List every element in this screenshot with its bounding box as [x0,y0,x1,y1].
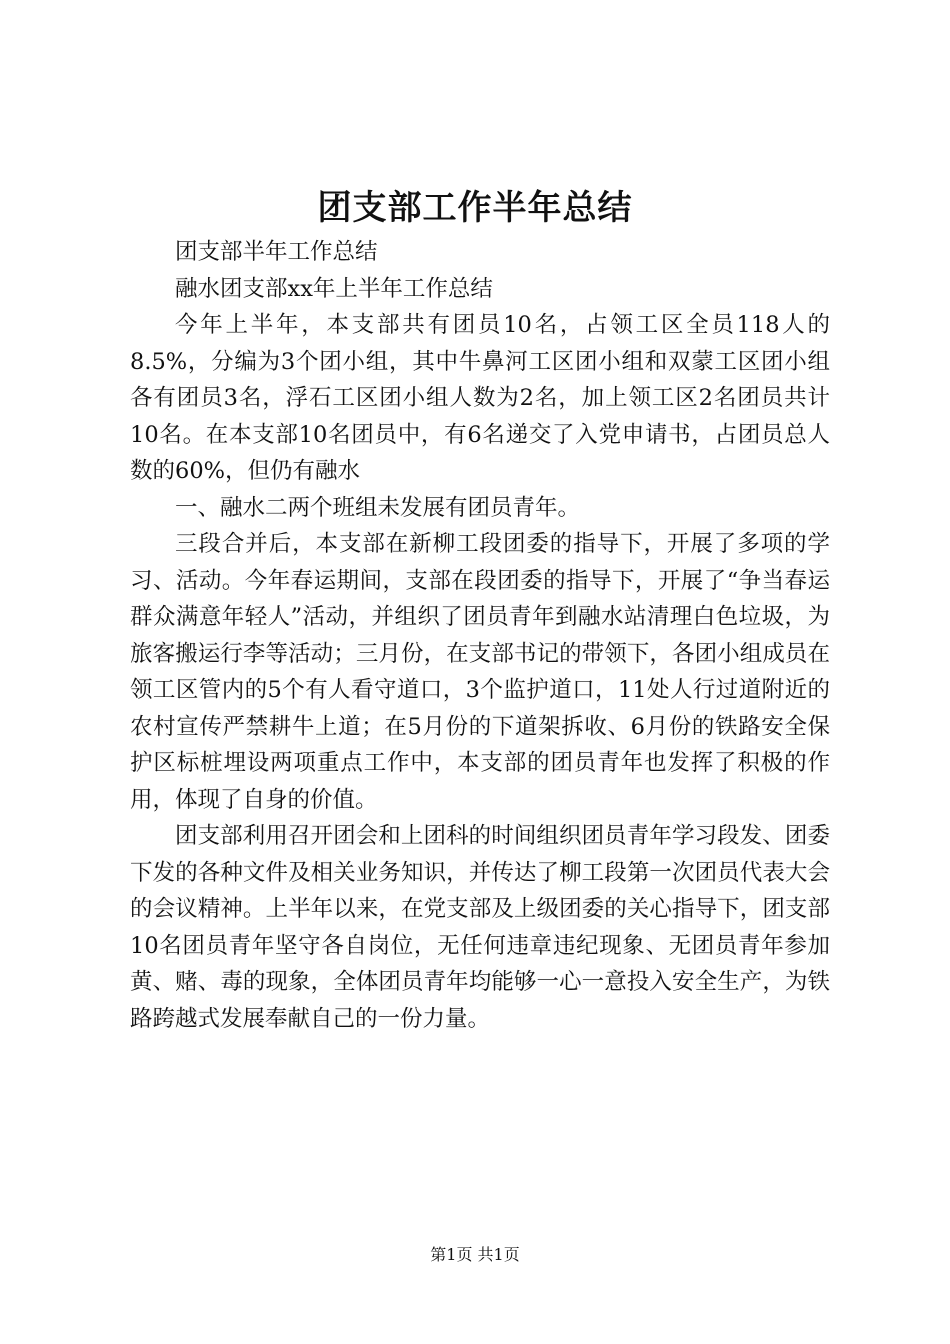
paragraph-activities: 三段合并后，本支部在新柳工段团委的指导下，开展了多项的学习、活动。今年春运期间，支部在段团委的指导下，开展了“争当春运群众满意年轻人”活动，并组织了团员青年到融水站清理白色垃圾，为旅客搬运行李等活动；三月份，在支部书记的带领下，各团小组成员在领工区管内的5个有人看守道口，3个监护道口，11处人行过道附近的农村宣传严禁耕牛上道；在5月份的下道架拆收、6月份的铁路安全保护区标桩埋设两项重点工作中，本支部的团员青年也发挥了积极的作用，体现了自身的价值。 [130,531,830,813]
document-title: 团支部工作半年总结 [317,188,633,228]
paragraph-membership: 今年上半年，本支部共有团员10名，占领工区全员118人的8.5%，分编为3个团小组，其中牛鼻河工区团小组和双蒙工区团小组各有团员3名，浮石工区团小组人数为2名，加上领工区2名团员共计10名。在本支部10名团员中，有6名递交了入党申请书，占团员总人数的60%，但仍有融水 [130,312,830,484]
paragraph-section-one: 一、融水二两个班组未发展有团员青年。 [175,494,581,521]
paragraph-study: 团支部利用召开团会和上团科的时间组织团员青年学习段发、团委下发的各种文件及相关业务知识，并传达了柳工段第一次团员代表大会的会议精神。上半年以来，在党支部及上级团委的关心指导下，团支部10名团员青年坚守各自岗位，无任何违章违纪现象、无团员青年参加黄、赌、毒的现象，全体团员青年均能够一心一意投入安全生产，为铁路跨越式发展奉献自己的一份力量。 [130,823,830,1032]
paragraph-subtitle: 团支部半年工作总结 [175,239,378,265]
document-body [130,234,830,1037]
paragraph-heading: 融水团支部xx年上半年工作总结 [175,275,493,302]
page-number-footer: 第1页 共1页 [430,1245,520,1264]
